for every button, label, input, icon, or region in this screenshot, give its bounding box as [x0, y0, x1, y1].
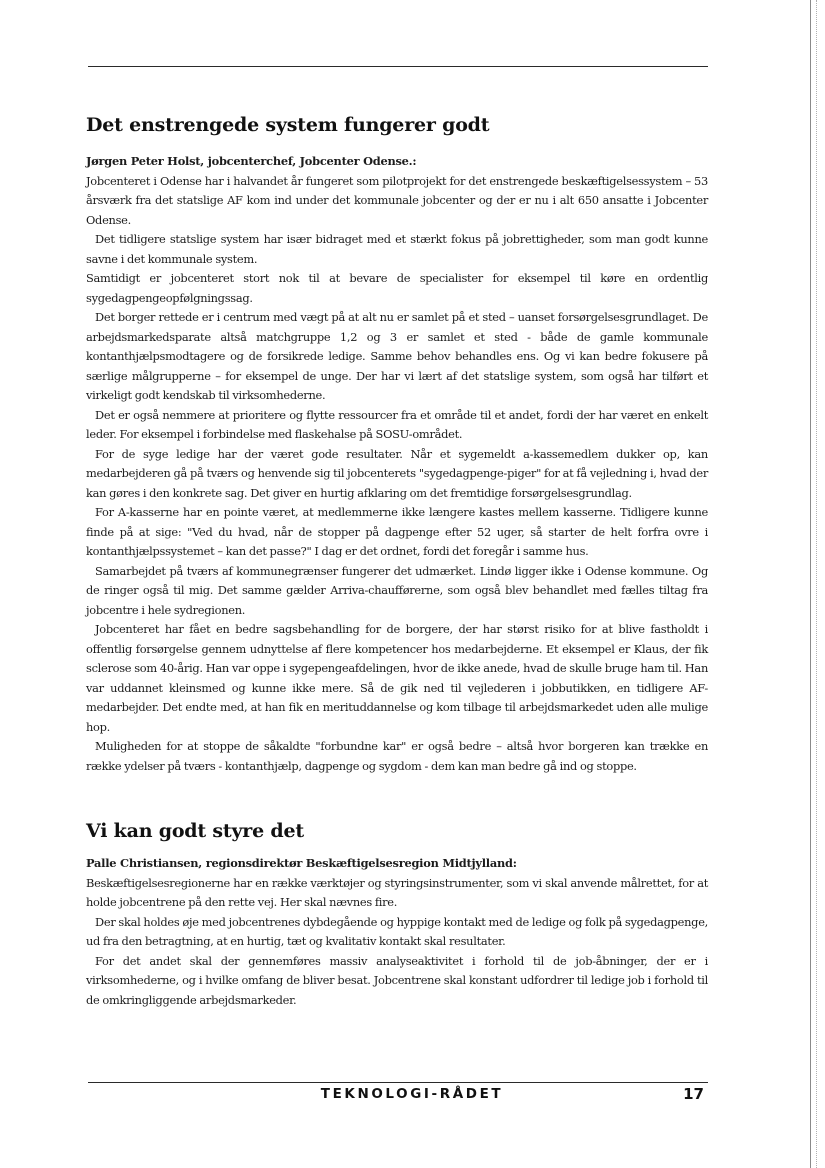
article-1 [86, 114, 708, 776]
article-1-paragraph: Jobcenteret i Odense har i halvandet år fungeret som pilotprojekt for det enstrengede beskæftigelsessystem – 53 årsværk fra det statslige AF kom ind under det kommunale jobcenter og der er nu i alt 650 ansatte i Jobcenter Odense. [86, 173, 708, 227]
footer-brand: TEKNOLOGI-RÅDET [320, 1086, 504, 1102]
article-2-heading: Vi kan godt styre det [86, 820, 304, 842]
article-1-paragraph: Muligheden for at stoppe de såkaldte "forbundne kar" er også bedre – altså hvor borgeren kan trække en række ydelser på tværs - kontanthjælp, dagpenge og sygdom - dem kan man bedre gå ind og stoppe. [86, 739, 708, 773]
article-2-paragraph: Der skal holdes øje med jobcentrenes dybdegående og hyppige kontakt med de ledige og folk på sygedagpenge, ud fra den betragtning, at en hurtig, tæt og kvalitativ kontakt skal resultater. [86, 914, 708, 948]
article-1-paragraph: For de syge ledige har der været gode resultater. Når et sygemeldt a-kassemedlem dukker op, kan medarbejderen gå på tværs og henvende sig til jobcenterets "sygedagpenge-piger" for at få vejledning i, hvad der kan gøres i den konkrete sag. Det giver en hurtig afklaring om det fremtidige forsørgelsesgrundlag. [86, 446, 708, 500]
article-1-heading: Det enstrengede system fungerer godt [86, 114, 490, 136]
article-1-byline: Jørgen Peter Holst, jobcenterchef, Jobcenter Odense.: [86, 154, 417, 168]
article-2-paragraph: Beskæftigelsesregionerne har en række værktøjer og styringsinstrumenter, som vi skal anvende målrettet, for at holde jobcentrene på den rette vej. Her skal nævnes fire. [86, 875, 708, 909]
article-1-paragraph: Det borger rettede er i centrum med vægt på at alt nu er samlet på et sted – uanset forsørgelsesgrundlaget. De arbejdsmarkedsparate altså matchgruppe 1,2 og 3 er samlet et sted - både de gamle kommunale kontanthjælpsmodtagere og de forsikrede ledige. Samme behov behandles ens. Og vi kan bedre fokusere på særlige målgrupperne – for eksempel de unge. Der har vi lært af det statslige system, som også har tilført et virkeligt godt kendskab til virksomhederne. [86, 310, 708, 402]
article-1-paragraph: For A-kasserne har en pointe været, at medlemmerne ikke længere kastes mellem kasserne. Tidligere kunne finde på at sige: "Ved du hvad, når de stopper på dagpenge efter 52 uger, så starter de helt forfra ovre i kontanthjælpssystemet – kan det passe?" I dag er det ordnet, fordi det foregår i samme hus. [86, 505, 708, 558]
article-1-paragraph: Samarbejdet på tværs af kommunegrænser fungerer det udmærket. Lindø ligger ikke i Odense kommune. Og de ringer også til mig. Det samme gælder Arriva-chaufførerne, som også blev behandlet med fælles tiltag fra jobcentre i hele sydregionen. [86, 563, 708, 617]
article-2 [86, 820, 708, 1010]
scan-edge-line [810, 0, 811, 1168]
article-1-paragraph: Jobcenteret har fået en bedre sagsbehandling for de borgere, der har størst risiko for at blive fastholdt i offentlig forsørgelse gennem udnyttelse af flere kompetencer hos medarbejderne. Et eksempel er Klaus, der fik sclerose som 40-årig. Han var oppe i sygepengeafdelingen, hvor de ikke anede, hvad de skulle bruge ham til. Han var uddannet kleinsmed og kunne ikke mere. Så de gik ned til vejlederen i jobbutikken, en tidligere AF-medarbejder. Det endte med, at han fik en merituddannelse og kom tilbage til arbejdsmarkedet uden alle mulige hop. [86, 622, 708, 734]
top-rule [88, 66, 708, 67]
article-2-byline: Palle Christiansen, regionsdirektør Beskæftigelsesregion Midtjylland: [86, 856, 517, 870]
article-1-paragraph: Samtidigt er jobcenteret stort nok til at bevare de specialister for eksempel til køre en ordentlig sygedagpengeopfølgningssag. [86, 271, 708, 305]
page-number: 17 [683, 1085, 704, 1103]
scan-edge-dotted-line [816, 0, 817, 1168]
article-1-paragraph: Det tidligere statslige system har især bidraget med et stærkt fokus på jobrettigheder, som man godt kunne savne i det kommunale system. [86, 232, 708, 266]
article-2-paragraph: For det andet skal der gennemføres massiv analyseaktivitet i forhold til de job-åbninger, der er i virksomhederne, og i hvilke omfang de bliver besat. Jobcentrene skal konstant udfordrer til ledige job i forhold til de omkringliggende arbejdsmarkeder. [86, 953, 708, 1007]
footer-rule [88, 1082, 708, 1083]
article-1-paragraph: Det er også nemmere at prioritere og flytte ressourcer fra et område til et andet, fordi der har været en enkelt leder. For eksempel i forbindelse med flaskehalse på SOSU-området. [86, 407, 708, 441]
